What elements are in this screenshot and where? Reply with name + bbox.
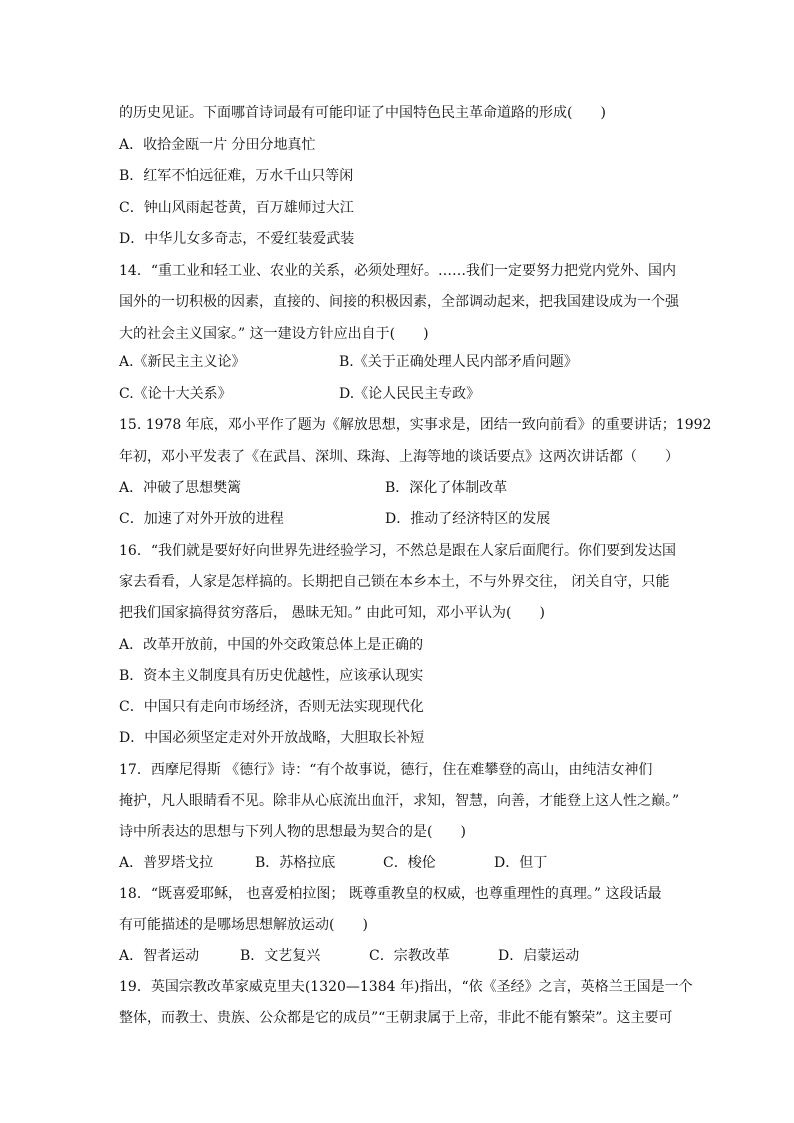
q15-stem-line: 15. 1978 年底，邓小平作了题为《解放思想，实事求是，团结一致向前看》的重要讲话；1992 (119, 417, 712, 433)
q18-option-a: A．智者运动 (119, 948, 200, 964)
q18-stem-line: 有可能描述的是哪场思想解放运动( ) (119, 917, 368, 933)
q17-option-a: A．普罗塔戈拉 (119, 855, 214, 871)
q16-option-b: B．资本主义制度具有历史优越性，应该承认现实 (119, 668, 424, 684)
q13-option-b: B．红军不怕远征难，万水千山只等闲 (119, 168, 354, 184)
q19-stem-line: 19．英国宗教改革家威克里夫(1320—1384 年)指出，“依《圣经》之言，英格兰王国是一个 (119, 979, 693, 995)
q14-option-b: B.《关于正确处理人民内部矛盾问题》 (339, 354, 578, 370)
q14-stem-line: 14．“重工业和轻工业、农业的关系，必须处理好。……我们一定要努力把党内党外、国内 (119, 263, 676, 279)
q17-option-c: C．梭伦 (383, 855, 436, 871)
q13-stem-tail: 的历史见证。下面哪首诗词最有可能印证了中国特色民主革命道路的形成( ) (119, 105, 606, 121)
q15-stem-line: 年初，邓小平发表了《在武昌、深圳、珠海、上海等地的谈话要点》这两次讲话都（ ） (119, 449, 679, 465)
q13-option-d: D．中华儿女多奇志，不爱红装爱武装 (119, 231, 355, 247)
q18-option-d: D．启蒙运动 (498, 948, 580, 964)
q16-stem-line: 把我们国家搞得贫穷落后， 愚昧无知。” 由此可知，邓小平认为( ) (119, 605, 545, 621)
q14-option-c: C.《论十大关系》 (119, 386, 232, 402)
q18-option-c: C．宗教改革 (369, 948, 450, 964)
q13-option-c: C．钟山风雨起苍黄，百万雄师过大江 (119, 200, 354, 216)
q14-option-d: D.《论人民民主专政》 (339, 386, 481, 402)
q15-option-d: D．推动了经济特区的发展 (385, 511, 551, 527)
q18-option-b: B．文艺复兴 (240, 948, 321, 964)
q16-stem-line: 16．“我们就是要好好向世界先进经验学习，不然总是跟在人家后面爬行。你们要到发达国 (119, 543, 676, 559)
q15-option-a: A．冲破了思想樊篱 (119, 480, 242, 496)
q17-option-b: B．苏格拉底 (255, 855, 336, 871)
q16-option-a: A．改革开放前，中国的外交政策总体上是正确的 (119, 637, 424, 653)
q17-stem-line: 掩护，凡人眼睛看不见。除非从心底流出血汗，求知，智慧，向善，才能登上这人性之巅。” (119, 793, 680, 809)
q19-stem-line: 整体，而教士、贵族、公众都是它的成员”“王朝隶属于上帝，非此不能有繁荣”。这主要可 (119, 1010, 673, 1026)
q14-option-a: A.《新民主主义论》 (119, 354, 246, 370)
q16-stem-line: 家去看看，人家是怎样搞的。长期把自己锁在本乡本土，不与外界交往， 闭关自守，只能 (119, 574, 670, 590)
q15-option-c: C．加速了对外开放的进程 (119, 511, 284, 527)
q18-stem-line: 18．“既喜爱耶稣， 也喜爱柏拉图； 既尊重教皇的权威，也尊重理性的真理。” 这段话最 (119, 886, 662, 902)
q15-option-b: B．深化了体制改革 (385, 480, 508, 496)
q13-option-a: A．收拾金瓯一片 分田分地真忙 (119, 137, 316, 153)
q16-option-c: C．中国只有走向市场经济，否则无法实现现代化 (119, 699, 424, 715)
q17-stem-line: 17．西摩尼得斯 《德行》诗：“有个故事说，德行，住在难攀登的高山，由纯洁女神们 (119, 762, 653, 778)
q16-option-d: D．中国必须坚定走对外开放战略，大胆取长补短 (119, 730, 425, 746)
q14-stem-line: 国外的一切积极的因素，直接的、间接的积极因素，全部调动起来，把我国建设成为一个强 (119, 294, 679, 310)
q17-stem-line: 诗中所表达的思想与下列人物的思想最为契合的是( ) (119, 824, 466, 840)
q14-stem-line: 大的社会主义国家。” 这一建设方针应出自于( ) (119, 326, 429, 342)
q17-option-d: D．但丁 (494, 855, 548, 871)
